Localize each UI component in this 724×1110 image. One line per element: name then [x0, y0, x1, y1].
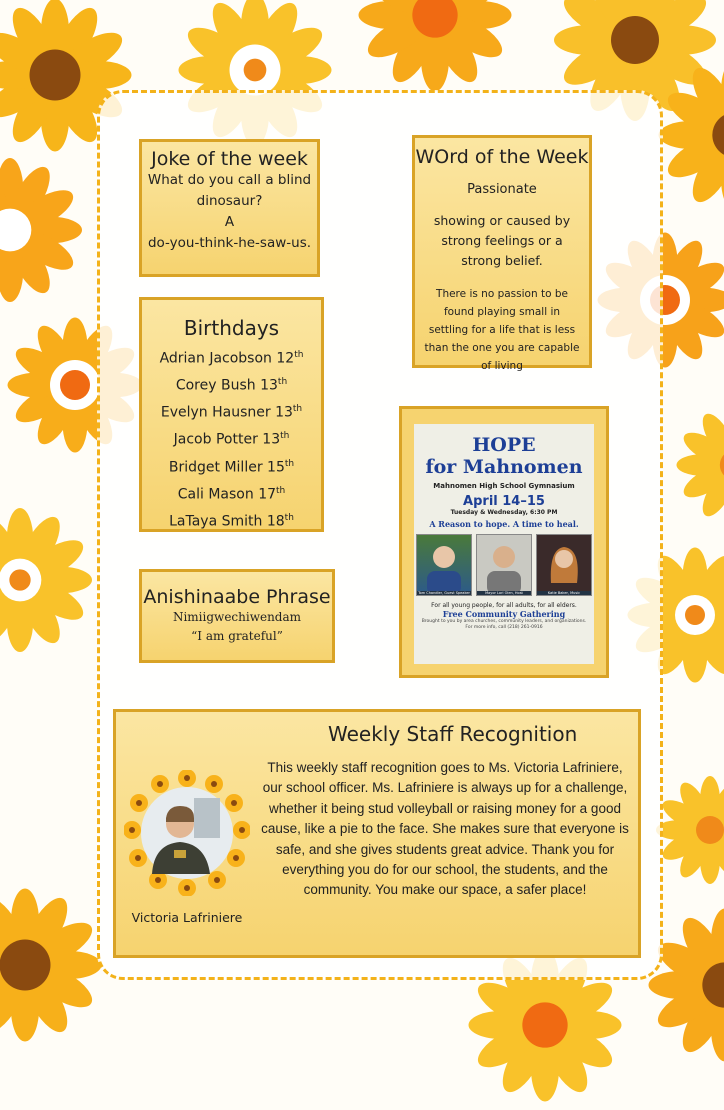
joke-answer-prefix: A: [224, 214, 235, 230]
staff-recognition-card: [113, 709, 641, 958]
speaker-photo: Tom Chandler, Guest Speaker: [416, 534, 472, 596]
poster-title-line1: HOPE: [472, 434, 536, 456]
poster-photos: [414, 534, 594, 596]
birthdays-title: Birthdays: [183, 316, 280, 340]
birthdays-card: [139, 297, 324, 532]
staff-body: This weekly staff recognition goes to Ms. Victoria Lafriniere, our school officer. Ms. Lafriniere is always up for a challenge, whether it being stud volleyball or raising money for a good cause, like a pie to the face. She makes sure that everyone is safe, and she gives students great advice. Thank you for everything you do for our school, the students, and the community. You make our space, a safer place!: [261, 760, 629, 898]
birthday-item: Corey Bush 13th: [175, 377, 288, 394]
birthday-item: LaTaya Smith 18th: [169, 512, 294, 530]
word-of-week: Passionate: [467, 182, 537, 197]
poster-tagline: A Reason to hope. A time to heal.: [429, 519, 579, 529]
word-quote: There is no passion to be found playing small in settling for a life that is less than the one you are capable of living: [424, 288, 580, 372]
word-definition: showing or caused by strong feelings or a strong belief.: [433, 213, 571, 268]
hope-poster-card: [399, 406, 609, 678]
flower-decoration: [0, 150, 90, 310]
poster-brought: Brought to you by area churches, community leaders, and organizations.: [421, 619, 587, 624]
musician-photo: Katie Baker, Music: [536, 534, 592, 596]
poster-free: Free Community Gathering: [442, 609, 566, 619]
staff-title: Weekly Staff Recognition: [328, 722, 578, 746]
phrase-ojibwe: Nimiigwechiwendam: [172, 610, 302, 624]
joke-question: What do you call a blind dinosaur?: [147, 172, 312, 209]
phrase-english: “I am grateful”: [191, 629, 283, 643]
word-card: [412, 135, 592, 372]
host-photo: Mayor Lori Olen, Host: [476, 534, 532, 596]
staff-photo-wreath: [124, 770, 250, 896]
birthday-item: Cali Mason 17th: [177, 485, 286, 503]
birthday-item: Adrian Jacobson 12th: [159, 350, 304, 367]
poster-title-line2: for Mahnomen: [425, 456, 583, 478]
poster-dates: April 14–15: [463, 494, 545, 509]
poster-audience: For all young people, for all adults, for all elders.: [431, 602, 577, 609]
phrase-title: Anishinaabe Phrase: [143, 586, 331, 608]
word-title: WOrd of the Week: [415, 146, 589, 168]
poster-time: Tuesday & Wednesday, 6:30 PM: [450, 509, 558, 516]
hope-poster: [414, 424, 594, 664]
flower-decoration: [0, 880, 110, 1050]
birthday-item: Bridget Miller 15th: [168, 458, 295, 476]
joke-answer: do-you-think-he-saw-us.: [147, 235, 312, 251]
flower-decoration: [670, 400, 724, 530]
birthday-item: Evelyn Hausner 13th: [160, 404, 303, 421]
flower-decoration: [350, 0, 520, 100]
poster-venue: Mahnomen High School Gymnasium: [433, 482, 575, 490]
poster-info: For more info, call (218) 261-0916: [465, 625, 543, 630]
joke-title: Joke of the week: [151, 148, 308, 170]
phrase-card: [139, 569, 335, 663]
flower-decoration: [0, 500, 100, 660]
staff-name: Victoria Lafriniere: [131, 910, 243, 925]
birthday-item: Jacob Potter 13th: [173, 431, 290, 449]
joke-card: [139, 139, 320, 277]
